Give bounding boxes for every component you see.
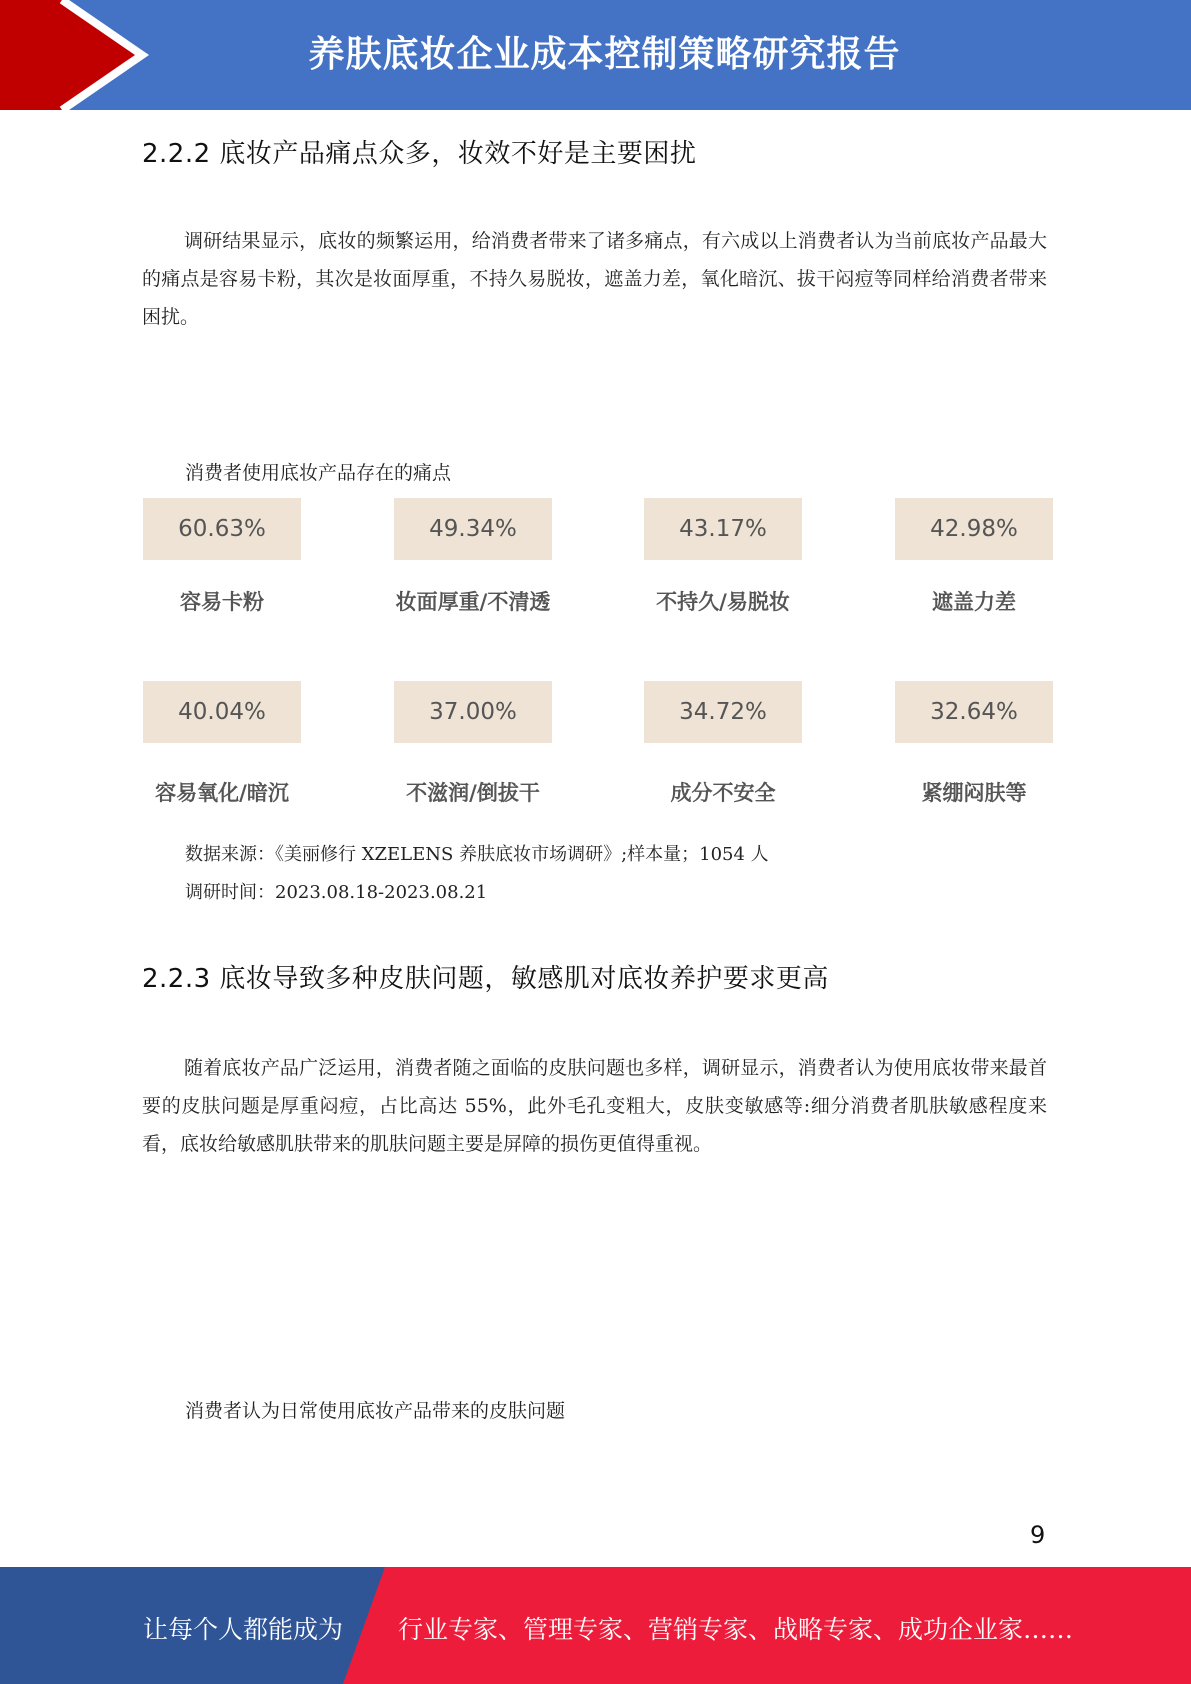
report-title: 养肤底妆企业成本控制策略研究报告 [308,34,901,75]
pain-point-label: 容易氧化/暗沉 [155,781,289,805]
footer-slogan-left: 让每个人都能成为 [143,1615,344,1644]
pain-point-value: 42.98% [895,498,1053,560]
footer-banner [0,1567,1191,1684]
section-heading-223: 2.2.3 底妆导致多种皮肤问题，敏感肌对底妆养护要求更高 [142,964,829,994]
pain-point-card [895,681,1053,805]
pain-point-card [644,681,802,805]
footer-slogan-right: 行业专家、管理专家、营销专家、战略专家、成功企业家…… [398,1615,1074,1644]
pain-point-label: 不滋润/倒拔干 [406,781,540,805]
pain-point-label: 成分不安全 [670,781,776,805]
pain-point-label: 容易卡粉 [180,590,264,614]
section-paragraph-223: 随着底妆产品广泛运用，消费者随之面临的皮肤问题也多样，调研显示，消费者认为使用底妆带来最首要的皮肤问题是厚重闷痘，占比高达 55%，此外毛孔变粗大，皮肤变敏感等:细分消费者肌肤敏感程度来看，底妆给敏感肌肤带来的肌肤问题主要是屏障的损伤更值得重视。 [142,1057,1047,1155]
pain-point-value: 60.63% [143,498,301,560]
pain-point-label: 遮盖力差 [932,590,1016,614]
pain-point-label: 不持久/易脱妆 [656,590,790,614]
pain-points-grid [143,498,1048,810]
section-paragraph-222: 调研结果显示，底妆的频繁运用，给消费者带来了诸多痛点，有六成以上消费者认为当前底妆产品最大的痛点是容易卡粉，其次是妆面厚重，不持久易脱妆，遮盖力差，氧化暗沉、拔干闷痘等同样给消费者带来困扰。 [142,230,1047,328]
data-source: 数据来源：《美丽修行 XZELENS 养肤底妆市场调研》;样本量；1054 人 [185,844,769,865]
pain-point-value: 37.00% [394,681,552,743]
pain-point-value: 49.34% [394,498,552,560]
pain-point-card [143,681,301,805]
pain-point-card [394,681,552,805]
pain-point-value: 32.64% [895,681,1053,743]
pain-point-card [394,498,552,614]
survey-date: 调研时间：2023.08.18-2023.08.21 [185,882,488,903]
pain-point-card [143,498,301,614]
pain-point-value: 43.17% [644,498,802,560]
section-heading-222: 2.2.2 底妆产品痛点众多，妆效不好是主要困扰 [142,139,697,169]
pain-point-card [895,498,1053,614]
figure-caption-pain-points: 消费者使用底妆产品存在的痛点 [185,462,452,484]
page-number: 9 [1030,1521,1046,1549]
header-banner [0,0,1191,110]
figure-caption-skin-problems: 消费者认为日常使用底妆产品带来的皮肤问题 [185,1400,566,1422]
pain-point-label: 紧绷闷肤等 [921,781,1027,805]
pain-point-card [644,498,802,614]
pain-point-label: 妆面厚重/不清透 [395,590,551,614]
pain-point-value: 40.04% [143,681,301,743]
pain-point-value: 34.72% [644,681,802,743]
